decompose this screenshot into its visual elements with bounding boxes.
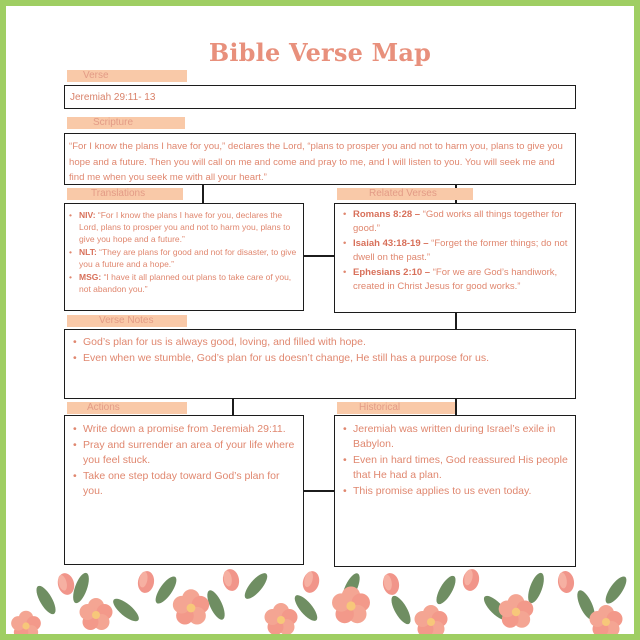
actions-list	[69, 422, 299, 500]
list-item: • NIV: “For I know the plans I have for you, declares the Lord, plans to prosper you and not to harm you, plans to give you hope and a future.”	[65, 209, 299, 245]
verse-box	[64, 85, 576, 109]
list-item: • Even in hard times, God reassured His people that He had a plan.	[339, 453, 571, 483]
list-item: • Take one step today toward God’s plan for you.	[69, 469, 299, 499]
connector-line	[232, 399, 234, 415]
verse-label: Verse	[67, 70, 187, 82]
page-title: Bible Verse Map	[208, 38, 432, 67]
notes-label	[67, 315, 187, 327]
notes-box	[64, 329, 576, 399]
translations-box	[64, 203, 304, 311]
scripture-box	[64, 133, 576, 185]
list-item: • Even when we stumble, God’s plan for us doesn’t change, He still has a purpose for us.	[69, 351, 569, 366]
verse-value: Jeremiah 29:11- 13	[70, 92, 156, 103]
historical-label-text: Historical	[359, 402, 401, 413]
list-item: • Isaiah 43:18-19 – “Forget the former things; do not dwell on the past.”	[339, 237, 571, 264]
historical-label	[337, 402, 455, 414]
connector-line	[202, 185, 204, 203]
list-item: • Jeremiah was written during Israel’s exile in Babylon.	[339, 422, 571, 452]
flower-border-decoration	[6, 560, 634, 634]
list-item: • Romans 8:28 – “God works all things together for good.”	[339, 208, 571, 235]
related-label-text: Related Verses	[369, 188, 437, 199]
scripture-text: “For I know the plans I have for you,” declares the Lord, “plans to prosper you and not to harm you, plans to give you hope and a future. Then you will call on me and come and pray to me, and I will listen to you. You will seek me and find me when you seek me with all your heart.”	[69, 141, 563, 183]
connector-line	[304, 255, 335, 257]
actions-label	[67, 402, 187, 414]
historical-list	[339, 422, 571, 500]
notes-list	[69, 335, 569, 367]
list-item: • NLT: “They are plans for good and not for disaster, to give you a future and a hope.”	[65, 246, 299, 270]
actions-label-text: Actions	[87, 402, 120, 413]
list-item: • Ephesians 2:10 – “For we are God’s handiwork, created in Christ Jesus for good works.”	[339, 266, 571, 293]
translations-label	[67, 188, 183, 200]
related-label	[337, 188, 473, 200]
translations-list	[65, 209, 299, 296]
translations-label-text: Translations	[91, 188, 146, 199]
list-item: • Pray and surrender an area of your life where you feel stuck.	[69, 438, 299, 468]
notes-label-text: Verse Notes	[99, 315, 154, 326]
leaf-icon	[33, 570, 630, 627]
list-item: • God’s plan for us is always good, loving, and filled with hope.	[69, 335, 569, 350]
list-item: • MSG: “I have it all planned out plans to take care of you, not abandon you.”	[65, 271, 299, 295]
connector-line	[455, 313, 457, 329]
scripture-label-text: Scripture	[93, 117, 134, 128]
connector-line	[304, 490, 335, 492]
historical-box	[334, 415, 576, 567]
related-box	[334, 203, 576, 313]
list-item: • Write down a promise from Jeremiah 29:11.	[69, 422, 299, 437]
bud-icon	[55, 568, 575, 597]
actions-box	[64, 415, 304, 565]
scripture-label	[67, 117, 185, 129]
related-list	[339, 208, 571, 295]
list-item: • This promise applies to us even today.	[339, 484, 571, 499]
connector-line	[455, 399, 457, 415]
